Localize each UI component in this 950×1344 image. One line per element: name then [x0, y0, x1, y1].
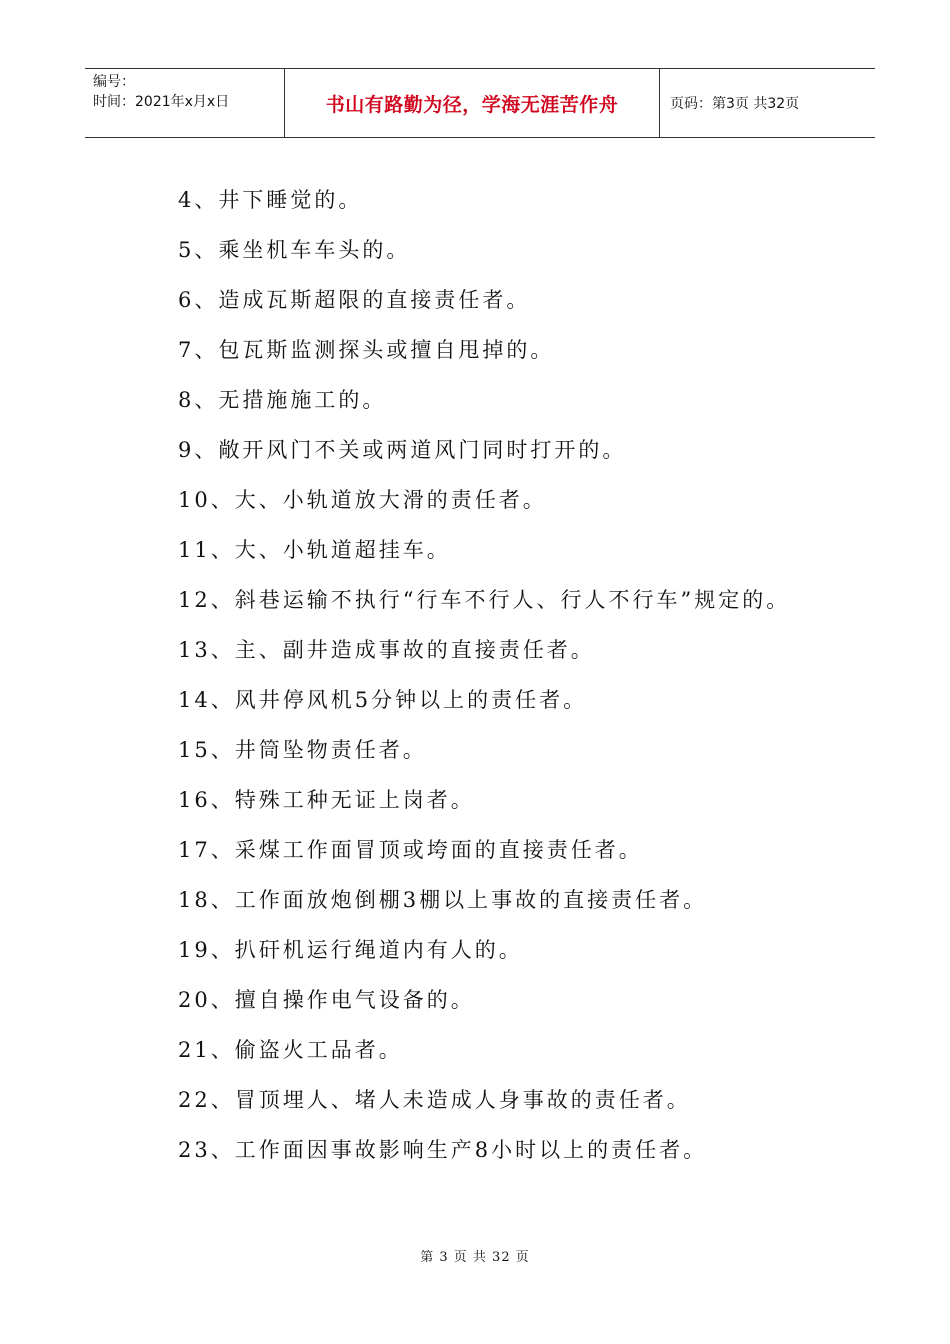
list-item: 20、擅自操作电气设备的。 [178, 988, 475, 1012]
list-item: 15、井筒坠物责任者。 [178, 738, 427, 762]
time-label: 时间：2021年x月x日 [93, 94, 230, 110]
list-item: 19、扒矸机运行绳道内有人的。 [178, 938, 523, 962]
page-footer: 第 3 页 共 32 页 [420, 1250, 530, 1265]
header-meta [85, 69, 285, 137]
list-item: 4、井下睡觉的。 [178, 188, 363, 212]
header-motto: 书山有路勤为径，学海无涯苦作舟 [285, 69, 660, 137]
list-item: 16、特殊工种无证上岗者。 [178, 788, 475, 812]
list-item: 11、大、小轨道超挂车。 [178, 538, 451, 562]
list-item: 21、偷盗火工品者。 [178, 1038, 403, 1062]
list-item: 23、工作面因事故影响生产8小时以上的责任者。 [178, 1138, 708, 1162]
list-item: 13、主、副井造成事故的直接责任者。 [178, 638, 595, 662]
header-page-info: 页码：第3页 共32页 [670, 96, 800, 112]
list-item: 9、敞开风门不关或两道风门同时打开的。 [178, 438, 627, 462]
list-item: 10、大、小轨道放大滑的责任者。 [178, 488, 547, 512]
list-item: 5、乘坐机车车头的。 [178, 238, 411, 262]
page-header [85, 68, 875, 138]
list-item: 18、工作面放炮倒棚3棚以上事故的直接责任者。 [178, 888, 708, 912]
list-item: 12、斜巷运输不执行“行车不行人、行人不行车”规定的。 [178, 588, 791, 612]
list-item: 22、冒顶埋人、堵人未造成人身事故的责任者。 [178, 1088, 691, 1112]
list-item: 8、无措施施工的。 [178, 388, 387, 412]
rule-list [178, 180, 790, 1180]
list-item: 7、包瓦斯监测探头或擅自甩掉的。 [178, 338, 555, 362]
list-item: 6、造成瓦斯超限的直接责任者。 [178, 288, 531, 312]
list-item: 14、风井停风机5分钟以上的责任者。 [178, 688, 588, 712]
list-item: 17、采煤工作面冒顶或垮面的直接责任者。 [178, 838, 643, 862]
number-label: 编号： [93, 74, 135, 90]
